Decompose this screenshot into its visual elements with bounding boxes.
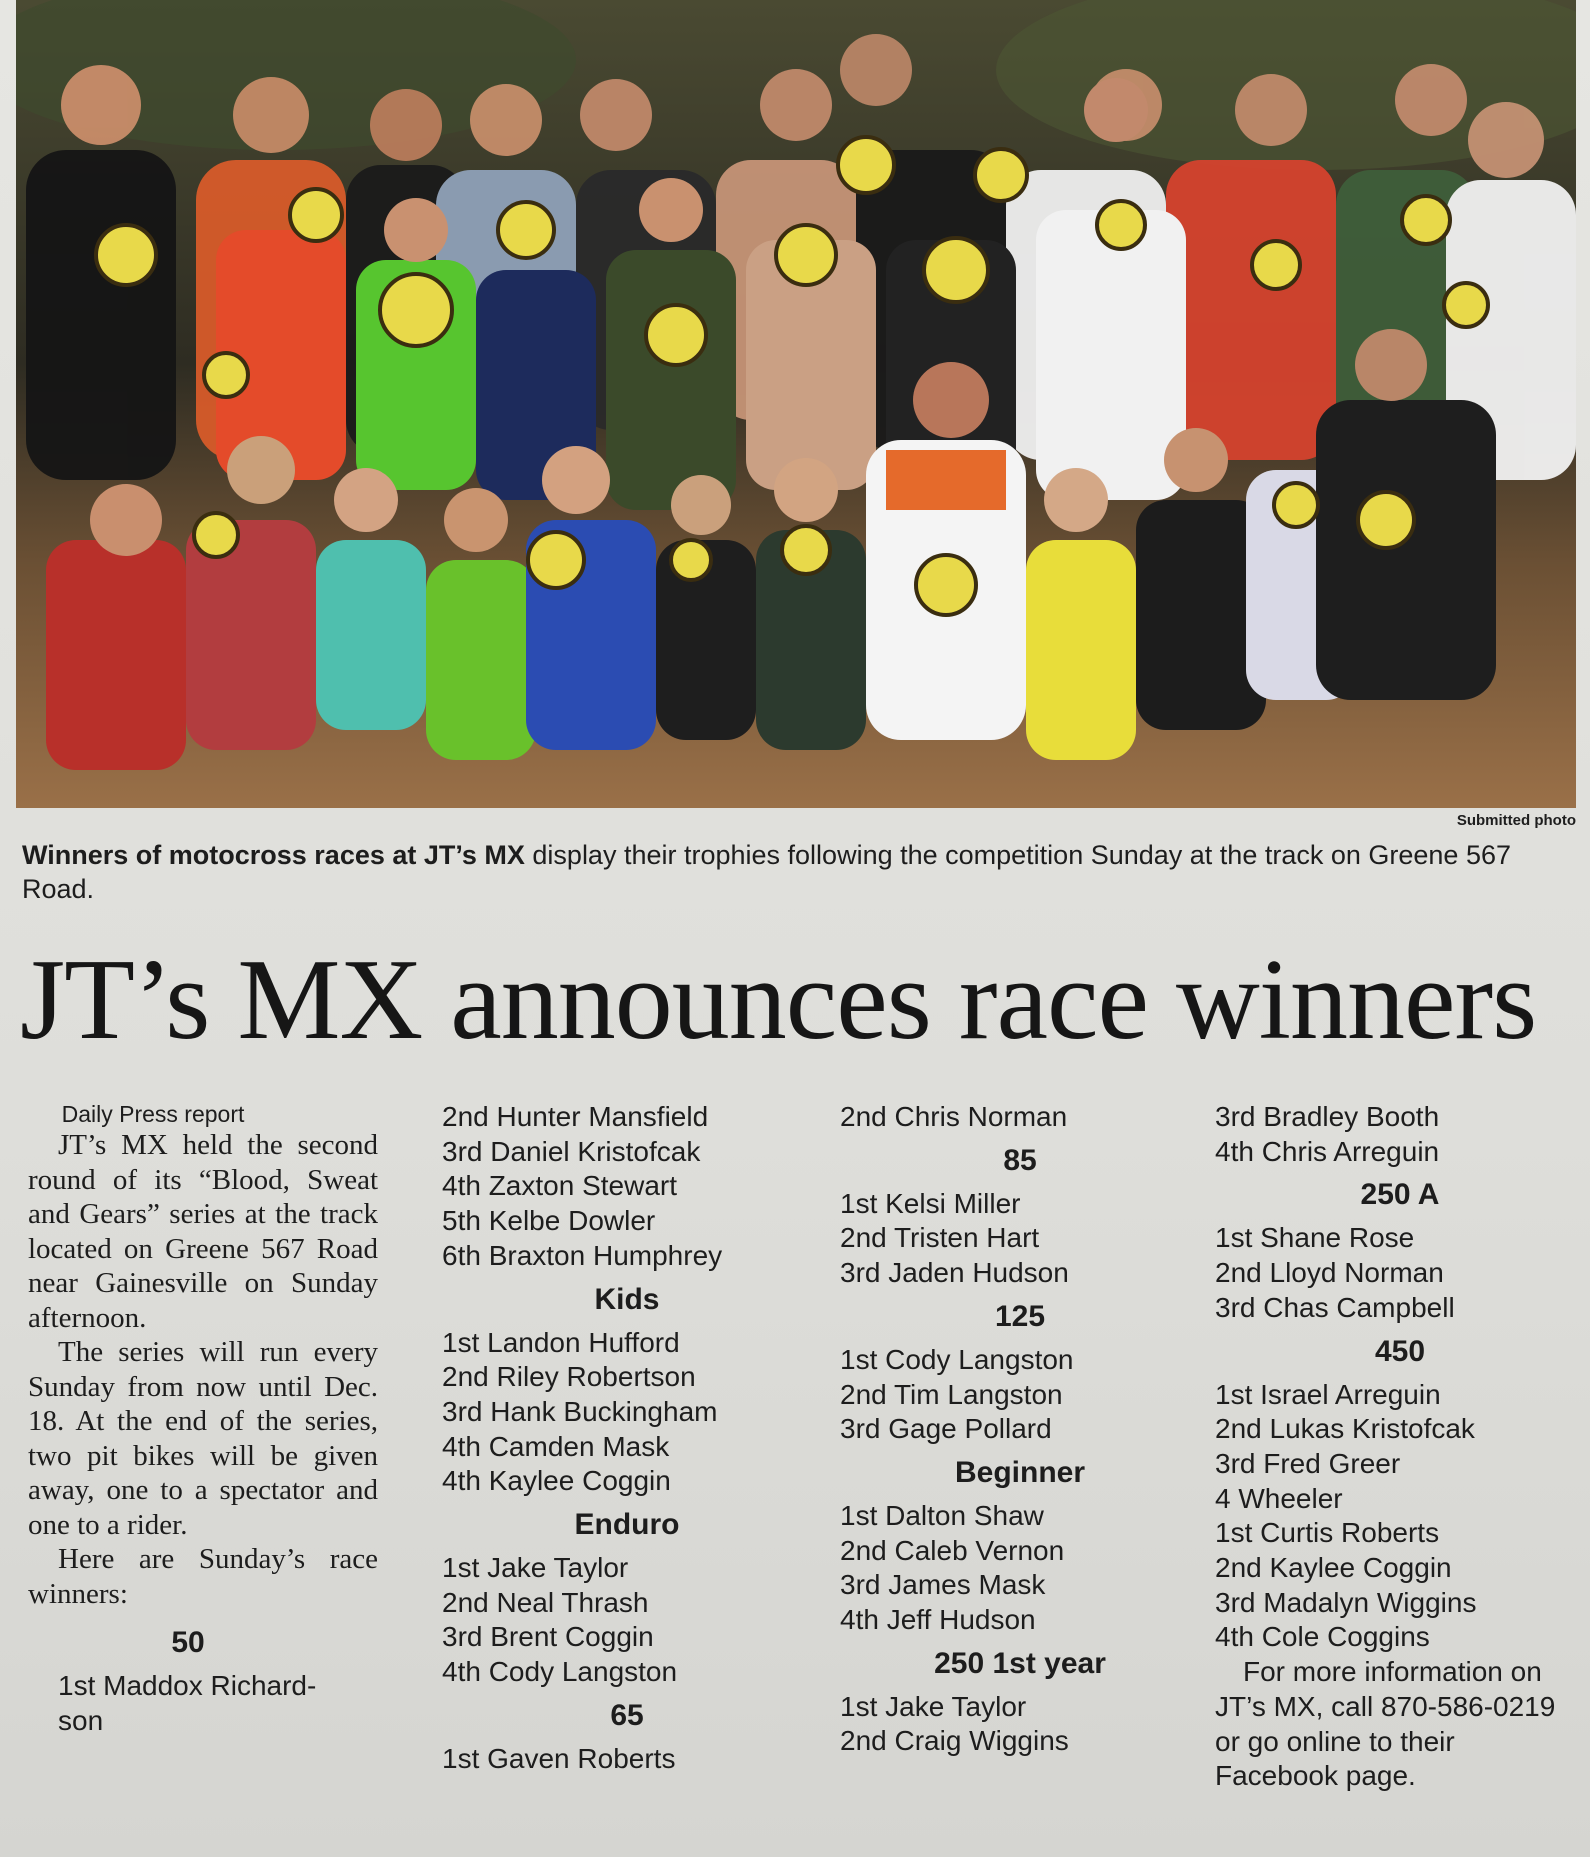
paragraph-1: JT’s MX held the second round of its “Blood, Sweat and Gears” series at the track located on Greene 567 Road near Gainesville on Sunday afternoon.	[28, 1129, 378, 1334]
paragraph-3: Here are Sunday’s race winners:	[28, 1543, 378, 1610]
caption-text: display their trophies following the competition Sunday at the track on Greene 567 Road.	[22, 840, 1511, 904]
result-line: 2nd Hunter Mansfield	[442, 1101, 709, 1132]
byline: Daily Press report	[61, 1101, 245, 1127]
result-line: 1st Gaven Roberts	[442, 1742, 676, 1774]
result-line: 4th Cody Langston	[442, 1656, 678, 1688]
result-line: 1st Dalton Shaw	[840, 1499, 1044, 1531]
class-heading: 250 1st year	[934, 1646, 1106, 1680]
paragraph-2: The series will run every Sunday from now until Dec. 18. At the end of the series, two pit bikes will be given away, one to a spectator and one to a rider.	[28, 1336, 378, 1541]
closing-paragraph: For more information on JT’s MX, call 870-586-0219 or go online to their Facebook page.	[1215, 1656, 1556, 1792]
result-line: 3rd Brent Coggin	[442, 1621, 654, 1653]
class-heading: 85	[1003, 1143, 1037, 1177]
result-line: 4th Chris Arreguin	[1215, 1135, 1440, 1167]
article-column-1	[28, 1100, 378, 1738]
photo-credit: Submitted photo	[1456, 812, 1576, 829]
result-line: son	[58, 1704, 104, 1736]
result-line: 4th Zaxton Stewart	[442, 1170, 678, 1202]
result-line: 3rd Jaden Hudson	[840, 1257, 1069, 1289]
result-line: 1st Landon Hufford	[442, 1326, 680, 1358]
result-line: 2nd Lukas Kristofcak	[1215, 1413, 1475, 1445]
result-line: 4th Jeff Hudson	[840, 1604, 1036, 1636]
class-heading: 65	[610, 1698, 644, 1732]
result-line: 4th Kaylee Coggin	[442, 1465, 671, 1497]
result-line: 3rd Chas Campbell	[1215, 1291, 1455, 1323]
result-line: 1st Shane Rose	[1215, 1222, 1415, 1254]
group-photo	[16, 0, 1576, 808]
result-line: 2nd Caleb Vernon	[840, 1534, 1065, 1566]
class-heading: Kids	[594, 1282, 660, 1316]
result-line: 6th Braxton Humphrey	[442, 1239, 723, 1271]
article-column-2	[442, 1100, 812, 1777]
result-line: 3rd Madalyn Wiggins	[1215, 1586, 1477, 1618]
class-heading: 125	[994, 1299, 1046, 1333]
result-line: 1st Israel Arreguin	[1215, 1378, 1441, 1410]
class-heading: Enduro	[574, 1508, 680, 1542]
result-line: 2nd Chris Norman	[840, 1101, 1068, 1132]
result-line: 2nd Craig Wiggins	[840, 1725, 1069, 1757]
class-heading: 50	[171, 1626, 205, 1659]
result-line: 3rd Gage Pollard	[840, 1413, 1052, 1445]
result-line: 2nd Tim Langston	[840, 1378, 1063, 1410]
class-heading: 250 A	[1360, 1178, 1440, 1212]
caption-lead: Winners of motocross races at JT’s MX	[22, 840, 525, 870]
col1-results	[28, 1617, 378, 1738]
col4-results	[1215, 1100, 1585, 1655]
photo-illustration	[16, 0, 1576, 808]
result-line: 1st Kelsi Miller	[840, 1187, 1021, 1219]
result-line: 1st Jake Taylor	[840, 1690, 1027, 1722]
result-line: 3rd Bradley Booth	[1215, 1101, 1440, 1132]
article-column-3	[840, 1100, 1200, 1759]
result-line: 1st Jake Taylor	[442, 1552, 629, 1584]
article-column-4	[1215, 1100, 1585, 1794]
headline: JT’s MX announces race winners	[20, 936, 1537, 1064]
class-heading: Beginner	[954, 1455, 1086, 1489]
result-line: 2nd Kaylee Coggin	[1215, 1552, 1452, 1584]
result-line: 5th Kelbe Dowler	[442, 1205, 656, 1237]
photo-caption	[22, 838, 1577, 906]
result-line: 2nd Tristen Hart	[840, 1222, 1040, 1254]
result-line: 4th Camden Mask	[442, 1430, 670, 1462]
result-line: 2nd Neal Thrash	[442, 1586, 649, 1618]
result-line: 4th Cole Coggins	[1215, 1621, 1430, 1653]
result-line: 3rd James Mask	[840, 1569, 1046, 1601]
result-line: 3rd Daniel Kristofcak	[442, 1135, 701, 1167]
class-heading: 450	[1374, 1334, 1426, 1368]
result-line: 3rd Fred Greer	[1215, 1447, 1401, 1479]
result-line: 4 Wheeler	[1215, 1482, 1343, 1514]
result-line: 2nd Lloyd Norman	[1215, 1257, 1444, 1289]
result-line: 3rd Hank Buckingham	[442, 1395, 718, 1427]
result-line: 1st Maddox Richard-	[58, 1670, 317, 1701]
result-line: 1st Cody Langston	[840, 1343, 1074, 1375]
result-line: 2nd Riley Robertson	[442, 1361, 696, 1393]
result-line: 1st Curtis Roberts	[1215, 1517, 1440, 1549]
